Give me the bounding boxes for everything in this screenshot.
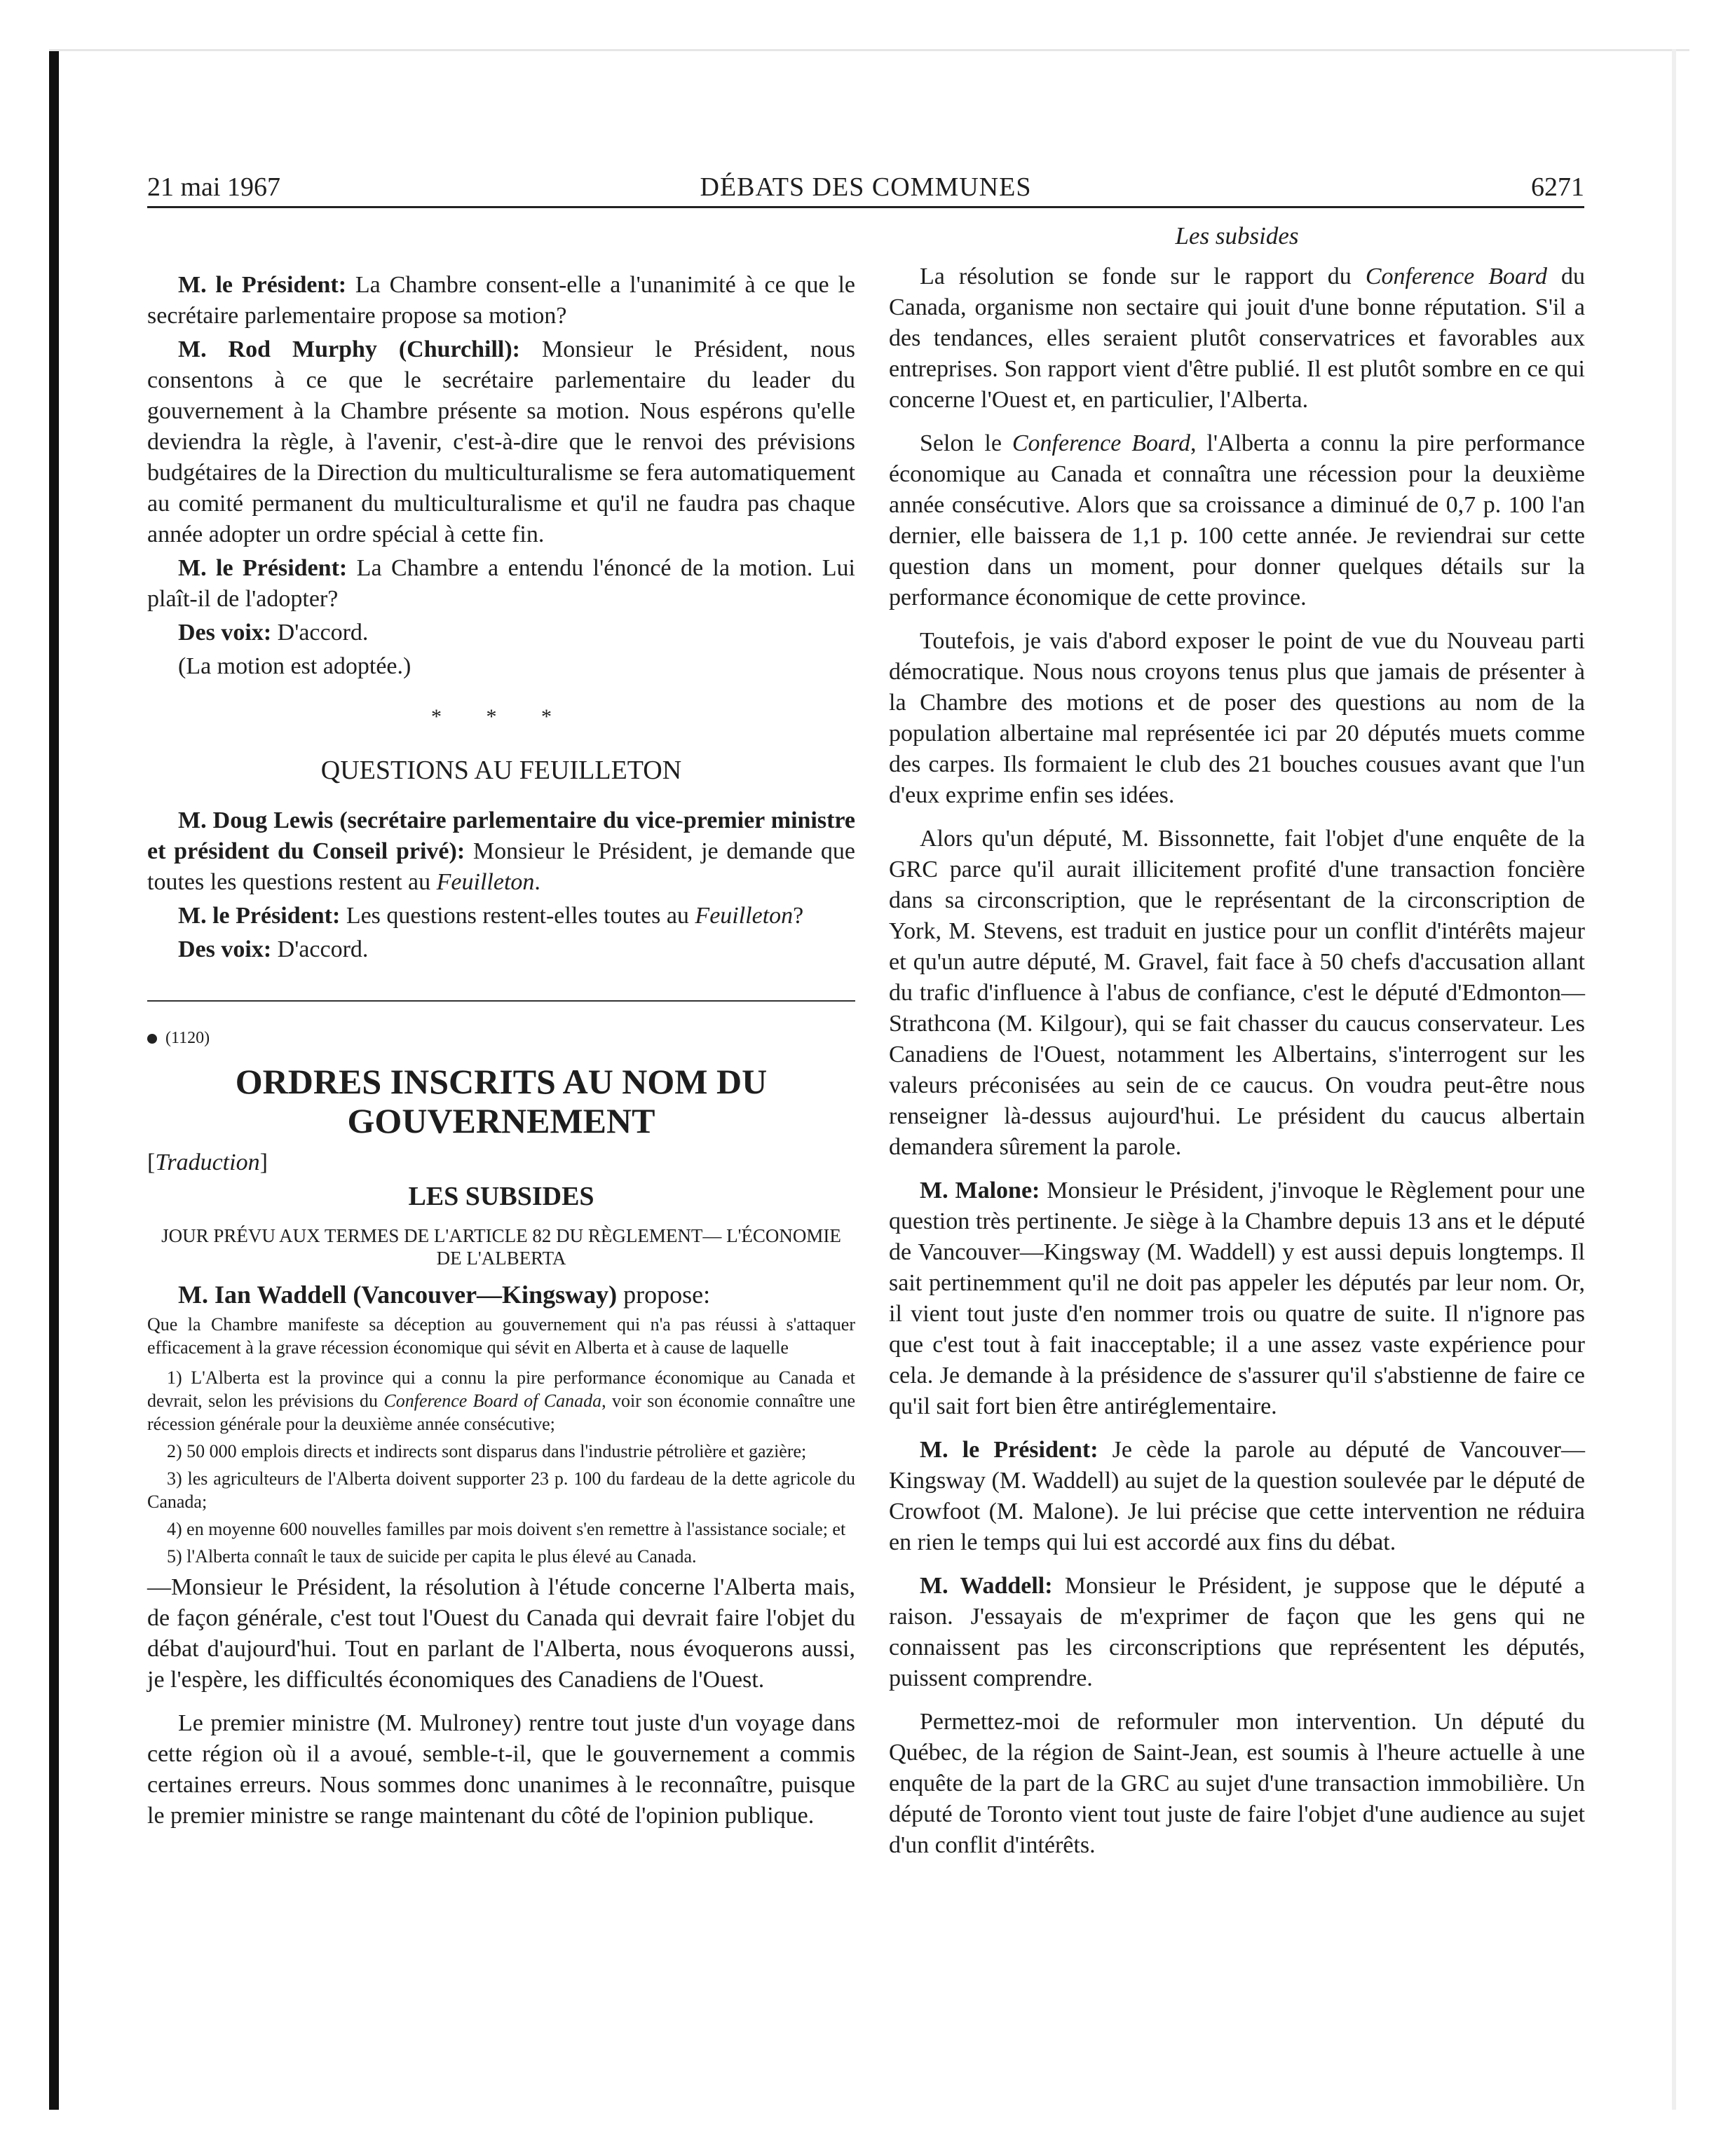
standing-order-heading: JOUR PRÉVU AUX TERMES DE L'ARTICLE 82 DU RÈGLEMENT— L'ÉCONOMIE DE L'ALBERTA	[161, 1225, 841, 1269]
orders-heading: ORDRES INSCRITS AU NOM DU GOUVERNEMENT	[235, 1062, 768, 1140]
paragraph: Des voix: D'accord.	[178, 620, 369, 646]
speaker-name: M. le Président:	[178, 555, 348, 581]
paragraph: Le premier ministre (M. Mulroney) rentre tout juste d'un voyage dans cette région où il a avoué, semble-t-il, que le gouvernement a commis certaines erreurs. Nous sommes donc unanimes à le reconnaître, puisque le premier ministre se range maintenant du côté de l'opinion publique.	[147, 1710, 855, 1829]
topic-heading: Les subsides	[1175, 222, 1299, 250]
speaker-name: M. le Président:	[178, 272, 347, 298]
header-page-number: 6271	[1531, 172, 1584, 202]
bullet-icon	[147, 1034, 157, 1044]
paragraph: Des voix: D'accord.	[178, 936, 369, 962]
header-rule	[147, 206, 1584, 208]
paragraph: M. le Président: La Chambre a entendu l'énoncé de la motion. Lui plaît-il de l'adopter?	[147, 555, 856, 612]
translation-note: [Traduction]	[147, 1149, 268, 1175]
speaker-name: M. le Président:	[920, 1437, 1098, 1463]
paragraph: M. Doug Lewis (secrétaire parlementaire du vice-premier ministre et président du Conseil privé): Monsieur le Président, je demande que toutes les questions restent au Feuilleton.	[147, 807, 855, 895]
speaker-name: M. Malone:	[920, 1178, 1040, 1203]
paragraph: M. le Président: La Chambre consent-elle a l'unanimité à ce que le secrétaire parlementaire propose sa motion?	[147, 272, 856, 329]
speaker-name: Des voix:	[178, 620, 272, 646]
paragraph: M. Rod Murphy (Churchill): Monsieur le Président, nous consentons à ce que le secrétaire parlementaire du leader du gouvernement à la Chambre présente sa motion. Nous espérons qu'elle deviendra la règle, à l'avenir, c'est-à-dire que le renvoi des prévisions budgétaires de la Direction du multiculturalisme se fera automatiquement au comité permanent du multiculturalisme et qu'il ne faudra pas chaque année adopter un ordre spécial à cette fin.	[147, 336, 855, 547]
section-rule	[147, 1000, 855, 1002]
speaker-name: M. Ian Waddell (Vancouver—Kingsway)	[178, 1281, 618, 1309]
motion-text	[147, 1313, 855, 1568]
running-header	[147, 172, 1584, 207]
paragraph: M. Waddell: Monsieur le Président, je suppose que le député a raison. J'essayais de m'exprimer de façon que les gens qui ne connaissent pas les circonscriptions que représentent les députés, puissent comprendre.	[889, 1573, 1585, 1691]
paragraph: Toutefois, je vais d'abord exposer le point de vue du Nouveau parti démocratique. Nous nous croyons tenus plus que jamais de présenter à la Chambre des motions et de poser des questions au nom de la population albertaine mal représentée ici par 20 députés muets comme des carpes. Ils formaient le club des 21 bouches cousues avant que l'un d'eux exprime enfin ses idées.	[889, 628, 1585, 808]
paragraph: Selon le Conference Board, l'Alberta a connu la pire performance économique au Canada et connaîtra une récession pour la deuxième année consécutive. Alors que sa croissance a diminué de 0,7 p. 100 l'an dernier, elle baissera de 1,1 p. 100 cette année. Je reviendrai sur cette question dans un moment, pour donner quelques détails sur la performance économique de cette province.	[889, 430, 1585, 610]
header-title: DÉBATS DES COMMUNES	[700, 172, 1032, 202]
section-separator: * * *	[431, 705, 571, 728]
motion-item: 5) l'Alberta connaît le taux de suicide per capita le plus élevé au Canada.	[167, 1546, 697, 1567]
paragraph: M. Malone: Monsieur le Président, j'invoque le Règlement pour une question très pertinente. Je siège à la Chambre depuis 13 ans et le député de Vancouver—Kingsway (M. Waddell) y est aussi depuis longtemps. Il sait pertinemment qu'il ne doit pas appeler les députés par leur nom. Or, il vient tout juste d'en nommer trois ou quatre de suite. Il n'ignore pas que c'est tout à fait inacceptable; il a une assez vaste expérience pour cela. Je demande à la présidence de s'assurer qu'il s'abstienne de faire ce qu'il sait fort bien être antiréglementaire.	[889, 1178, 1585, 1419]
speaker-name: M. Doug Lewis (secrétaire parlementaire du vice-premier ministre et président du Conseil privé):	[147, 807, 855, 864]
paragraph: M. le Président: Je cède la parole au député de Vancouver—Kingsway (M. Waddell) au sujet de la question soulevée par le député de Crowfoot (M. Malone). Je lui précise que cette intervention ne réduira en rien le temps qui lui est accordé aux fins du débat.	[889, 1437, 1585, 1555]
paragraph: (La motion est adoptée.)	[178, 653, 411, 679]
time-marker: (1120)	[147, 1023, 855, 1053]
paragraph: —Monsieur le Président, la résolution à l'étude concerne l'Alberta mais, de façon générale, c'est tout l'Ouest du Canada qui devrait faire l'objet du débat d'aujourd'hui. Tout en parlant de l'Alberta, nous évoquerons aussi, je l'espère, les difficultés économiques des Canadiens de l'Ouest.	[147, 1574, 855, 1693]
motion-item: 3) les agriculteurs de l'Alberta doivent supporter 23 p. 100 du fardeau de la dette agricole du Canada;	[147, 1468, 855, 1512]
speaker-name: M. Waddell:	[920, 1573, 1053, 1599]
paragraph: M. Ian Waddell (Vancouver—Kingsway) propose:	[178, 1281, 711, 1309]
motion-item: 1) L'Alberta est la province qui a connu la pire performance économique au Canada et devrait, selon les prévisions du Conference Board of Canada, voir son économie connaître une récession générale pour la deuxième année consécutive;	[147, 1367, 855, 1434]
motion-items-list	[147, 1366, 855, 1568]
paragraph: Alors qu'un député, M. Bissonnette, fait l'objet d'une enquête de la GRC parce qu'il aurait illicitement profité d'une transaction foncière dans sa circonscription, que le représentant de la circonscription de York, M. Stevens, est traduit en justice pour un conflit d'intérêts majeur et qu'un autre député, M. Gravel, fait face à 50 chefs d'accusation allant du trafic d'influence à l'abus de confiance, c'est le député d'Edmonton—Strathcona (M. Kilgour), qui se fait chasser du caucus conservateur. Les Canadiens de l'Ouest, notamment les Albertains, s'interrogent sur les valeurs préconisées au sein de ce caucus. On voudra peut-être nous renseigner là-dessus aujourd'hui. Le président du caucus albertain demandera sûrement la parole.	[889, 826, 1585, 1160]
motion-item: 4) en moyenne 600 nouvelles familles par mois doivent s'en remettre à l'assistance sociale; et	[167, 1519, 846, 1539]
motion-intro: Que la Chambre manifeste sa déception au gouvernement qui n'a pas réussi à s'attaquer efficacement à la grave récession économique qui sévit en Alberta et à cause de laquelle	[147, 1314, 855, 1358]
speaker-name: Des voix:	[178, 936, 272, 962]
speaker-name: M. le Président:	[178, 903, 341, 929]
speaker-name: M. Rod Murphy (Churchill):	[178, 336, 521, 362]
paragraph: La résolution se fonde sur le rapport du Conference Board du Canada, organisme non sectaire qui jouit d'une bonne réputation. S'il a des tendances, elles seraient plutôt conservatrices et favorables aux entreprises. Son rapport vient d'être publié. Il est plutôt sombre en ce qui concerne l'Ouest et, en particulier, l'Alberta.	[889, 264, 1586, 413]
paragraph: M. le Président: Les questions restent-elles toutes au Feuilleton?	[178, 903, 804, 929]
questions-heading: QUESTIONS AU FEUILLETON	[320, 756, 682, 785]
right-column	[889, 221, 1585, 1874]
motion-item: 2) 50 000 emplois directs et indirects sont disparus dans l'industrie pétrolière et gazière;	[167, 1441, 807, 1461]
subsides-heading: LES SUBSIDES	[408, 1182, 594, 1211]
header-date: 21 mai 1967	[147, 172, 280, 202]
paragraph: Permettez-moi de reformuler mon intervention. Un député du Québec, de la région de Saint-Jean, est soumis à l'heure actuelle à une enquête de la part de la GRC au sujet d'une transaction immobilière. Un député de Toronto vient tout juste de faire l'objet d'une audience au sujet d'un conflit d'intérêts.	[889, 1709, 1585, 1858]
left-column	[147, 270, 855, 1844]
